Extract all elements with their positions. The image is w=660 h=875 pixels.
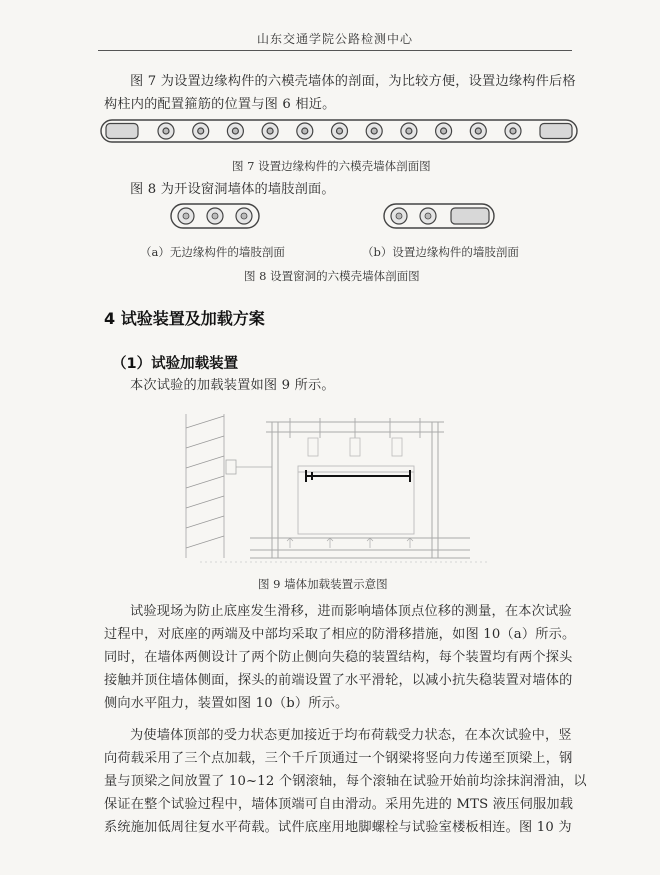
fig7-circle-core [198,128,204,134]
figure8b-subcaption: （b）设置边缘构件的墙肢剖面 [362,245,519,259]
figure8-caption: 图 8 设置窗洞的六模壳墙体剖面图 [244,269,420,283]
slip-line2: 过程中，对底座的两端及中部均采取了相应的防滑移措施，如图 10（a）所示。 [104,627,576,642]
subsection-heading: （1）试验加载装置 [112,356,239,372]
fig7-circle-core [510,128,516,134]
figure8b-drawing [383,202,495,230]
page-header: 山东交通学院公路检测中心 [256,32,413,46]
slip-line1: 试验现场为防止底座发生滑移，进而影响墙体顶点位移的测量，在本次试验 [130,604,572,619]
slip-line3: 同时，在墙体两侧设计了两个防止侧向失稳的装置结构，每个装置均有两个探头 [104,650,573,665]
slip-line4: 接触并顶住墙体侧面，探头的前端设置了水平滑轮，以减小抗失稳装置对墙体的 [104,673,573,688]
fig9-intro-line1: 本次试验的加载装置如图 9 所示。 [130,378,335,393]
fig8-intro-line1: 图 8 为开设窗洞墙体的墙肢剖面。 [130,182,335,197]
fig7-circle-core [163,128,169,134]
slip-line5: 侧向水平阻力，装置如图 10（b）所示。 [104,696,349,711]
load-line5: 系统施加低周往复水平荷载。试件底座用地脚螺栓与试验室楼板相连。图 10 为 [104,820,572,835]
load-line3: 量与顶梁之间放置了 10~12 个钢滚轴，每个滚轴在试验开始前均涂抹润滑油，以 [104,774,587,789]
load-line2: 向荷载采用了三个点加载，三个千斤顶通过一个钢梁将竖向力传递至顶梁上，钢 [104,751,573,766]
header-rule [98,50,572,51]
figure7-caption: 图 7 设置边缘构件的六模壳墙体剖面图 [232,159,431,173]
figure9-drawing [180,408,500,568]
figure8a-drawing [170,202,260,230]
section-heading: 4 试验装置及加载方案 [104,309,265,328]
fig7-circle-core [475,128,481,134]
fig7-circle-core [406,128,412,134]
figure9-caption: 图 9 墙体加载装置示意图 [258,577,388,591]
fig7-intro-line2: 构柱内的配置箍筋的位置与图 6 相近。 [104,97,336,112]
fig7-circle-core [441,128,447,134]
load-line4: 保证在整个试验过程中，墙体顶端可自由滑动。采用先进的 MTS 液压伺服加载 [104,797,574,812]
fig7-intro-line1: 图 7 为设置边缘构件的六模壳墙体的剖面，为比较方便，设置边缘构件后格 [130,74,576,89]
fig7-circle-core [337,128,343,134]
fig7-circle-core [232,128,238,134]
load-line1: 为使墙体顶部的受力状态更加接近于均布荷载受力状态，在本次试验中，竖 [130,728,572,743]
fig7-circle-core [267,128,273,134]
figure8a-subcaption: （a）无边缘构件的墙肢剖面 [140,245,285,259]
figure7-drawing [100,118,580,144]
fig7-circle-core [371,128,377,134]
fig7-circle-core [302,128,308,134]
